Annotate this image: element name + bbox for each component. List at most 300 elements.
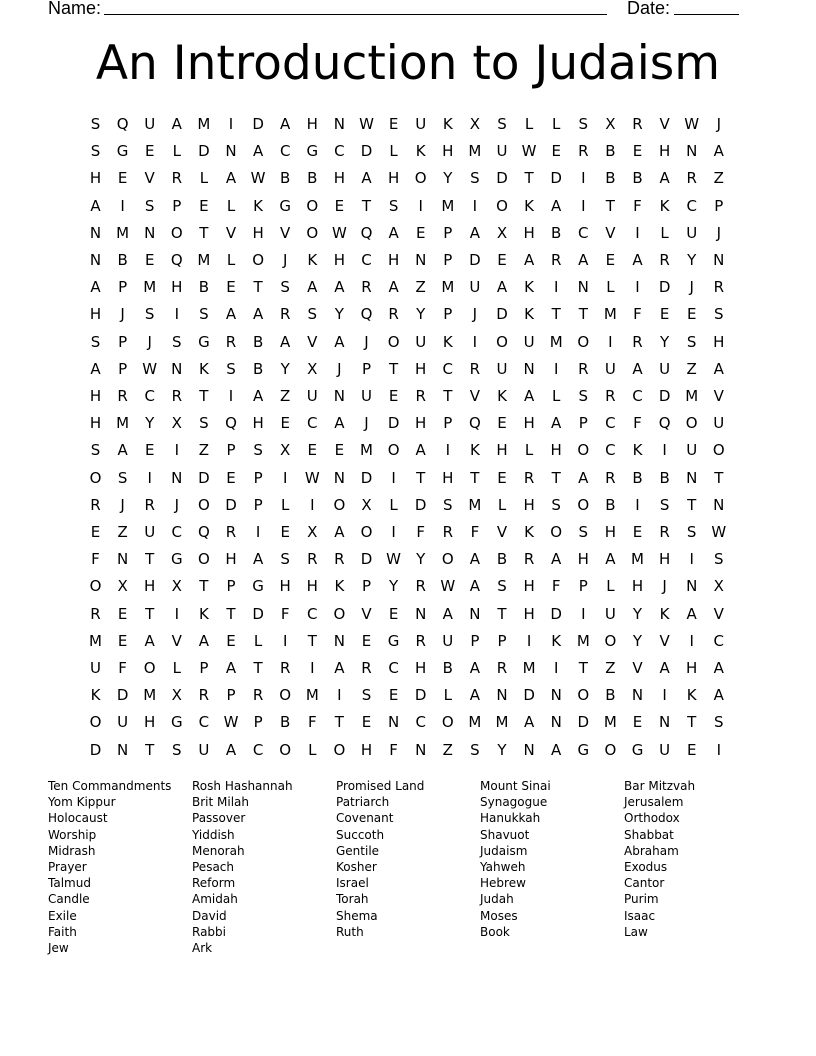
grid-cell[interactable]: K bbox=[415, 142, 426, 161]
grid-cell[interactable]: A bbox=[469, 223, 481, 242]
grid-cell[interactable]: D bbox=[360, 142, 373, 161]
grid-cell[interactable]: K bbox=[524, 305, 535, 324]
grid-cell[interactable]: C bbox=[198, 713, 210, 732]
grid-cell[interactable]: H bbox=[171, 278, 183, 297]
grid-cell[interactable]: V bbox=[225, 223, 237, 242]
grid-cell[interactable]: B bbox=[442, 659, 453, 677]
grid-cell[interactable]: A bbox=[469, 659, 481, 677]
grid-cell[interactable]: C bbox=[713, 631, 725, 650]
grid-cell[interactable]: J bbox=[120, 495, 125, 514]
grid-cell[interactable]: I bbox=[662, 686, 667, 705]
grid-cell[interactable]: D bbox=[658, 278, 671, 297]
grid-cell[interactable]: O bbox=[170, 223, 183, 242]
grid-cell[interactable]: K bbox=[334, 577, 345, 596]
grid-cell[interactable]: H bbox=[225, 550, 237, 569]
grid-cell[interactable]: X bbox=[361, 495, 372, 514]
grid-cell[interactable]: A bbox=[252, 305, 264, 324]
grid-cell[interactable]: D bbox=[387, 414, 400, 433]
grid-cell[interactable]: K bbox=[469, 441, 480, 460]
grid-cell[interactable]: L bbox=[606, 278, 615, 297]
grid-cell[interactable]: P bbox=[714, 196, 724, 215]
grid-cell[interactable]: R bbox=[252, 686, 264, 705]
grid-cell[interactable]: H bbox=[523, 604, 535, 623]
grid-cell[interactable]: F bbox=[280, 604, 290, 623]
grid-cell[interactable]: C bbox=[388, 659, 399, 677]
grid-cell[interactable]: N bbox=[686, 577, 698, 596]
grid-cell[interactable]: A bbox=[415, 441, 426, 460]
grid-cell[interactable]: A bbox=[361, 169, 372, 188]
grid-cell[interactable]: K bbox=[442, 115, 453, 133]
grid-cell[interactable]: V bbox=[171, 631, 182, 650]
grid-cell[interactable]: C bbox=[279, 142, 291, 161]
grid-cell[interactable]: H bbox=[523, 414, 535, 433]
grid-cell[interactable]: J bbox=[174, 495, 180, 514]
grid-cell[interactable]: C bbox=[144, 387, 155, 405]
grid-cell[interactable]: F bbox=[633, 414, 642, 433]
grid-cell[interactable]: A bbox=[523, 713, 535, 732]
grid-cell[interactable]: P bbox=[118, 359, 128, 378]
grid-cell[interactable]: E bbox=[388, 115, 399, 133]
grid-cell[interactable]: E bbox=[199, 196, 209, 215]
grid-cell[interactable]: G bbox=[198, 332, 210, 351]
grid-cell[interactable]: E bbox=[388, 387, 399, 405]
grid-cell[interactable]: D bbox=[198, 142, 210, 161]
grid-cell[interactable]: T bbox=[605, 196, 615, 215]
grid-cell[interactable]: M bbox=[197, 115, 211, 133]
grid-cell[interactable]: S bbox=[90, 441, 101, 460]
grid-cell[interactable]: V bbox=[144, 169, 155, 188]
grid-cell[interactable]: A bbox=[605, 550, 616, 569]
grid-cell[interactable]: Y bbox=[632, 631, 643, 650]
grid-cell[interactable]: A bbox=[252, 387, 264, 405]
grid-cell[interactable]: P bbox=[226, 441, 236, 460]
grid-cell[interactable]: B bbox=[659, 468, 670, 487]
grid-cell[interactable]: H bbox=[415, 414, 427, 433]
grid-cell[interactable]: N bbox=[469, 604, 481, 623]
grid-cell[interactable]: U bbox=[659, 359, 671, 378]
grid-cell[interactable]: A bbox=[578, 251, 589, 269]
grid-cell[interactable]: A bbox=[388, 223, 399, 242]
grid-cell[interactable]: U bbox=[361, 387, 372, 405]
grid-cell[interactable]: T bbox=[416, 468, 426, 487]
grid-cell[interactable]: P bbox=[199, 659, 209, 677]
grid-cell[interactable]: J bbox=[662, 577, 667, 596]
grid-cell[interactable]: A bbox=[469, 550, 481, 569]
grid-cell[interactable]: X bbox=[171, 686, 182, 705]
grid-cell[interactable]: A bbox=[523, 387, 535, 405]
date-field[interactable] bbox=[674, 14, 739, 15]
grid-cell[interactable]: B bbox=[605, 169, 616, 188]
grid-cell[interactable]: J bbox=[716, 115, 722, 133]
grid-cell[interactable]: O bbox=[197, 550, 210, 569]
grid-cell[interactable]: I bbox=[337, 686, 342, 705]
grid-cell[interactable]: E bbox=[334, 441, 345, 460]
grid-cell[interactable]: D bbox=[89, 740, 102, 759]
grid-cell[interactable]: A bbox=[523, 251, 535, 269]
grid-cell[interactable]: E bbox=[226, 278, 236, 297]
grid-cell[interactable]: B bbox=[307, 169, 318, 188]
grid-cell[interactable]: O bbox=[143, 659, 156, 677]
grid-cell[interactable]: E bbox=[632, 142, 643, 161]
grid-cell[interactable]: L bbox=[199, 169, 209, 188]
grid-cell[interactable]: F bbox=[633, 305, 642, 324]
grid-cell[interactable]: T bbox=[145, 604, 155, 623]
grid-cell[interactable]: R bbox=[225, 523, 237, 541]
grid-cell[interactable]: M bbox=[143, 686, 157, 705]
grid-cell[interactable]: E bbox=[497, 468, 507, 487]
grid-cell[interactable]: M bbox=[305, 686, 319, 705]
grid-cell[interactable]: G bbox=[252, 577, 264, 596]
grid-cell[interactable]: T bbox=[578, 659, 588, 677]
grid-cell[interactable]: P bbox=[118, 278, 128, 297]
grid-cell[interactable]: R bbox=[496, 659, 508, 677]
grid-cell[interactable]: N bbox=[631, 686, 644, 705]
grid-cell[interactable]: A bbox=[90, 278, 101, 297]
grid-cell[interactable]: V bbox=[605, 223, 616, 242]
grid-cell[interactable]: S bbox=[172, 740, 182, 759]
grid-cell[interactable]: K bbox=[659, 604, 670, 623]
grid-cell[interactable]: O bbox=[333, 495, 346, 514]
grid-cell[interactable]: C bbox=[578, 223, 589, 242]
grid-cell[interactable]: A bbox=[659, 659, 670, 677]
grid-cell[interactable]: M bbox=[603, 713, 617, 732]
grid-cell[interactable]: U bbox=[686, 441, 698, 460]
grid-cell[interactable]: M bbox=[468, 142, 482, 161]
grid-cell[interactable]: E bbox=[226, 468, 236, 487]
grid-cell[interactable]: I bbox=[689, 550, 694, 569]
grid-cell[interactable]: R bbox=[388, 305, 399, 324]
grid-cell[interactable]: O bbox=[89, 713, 102, 732]
grid-cell[interactable]: N bbox=[713, 495, 725, 514]
grid-cell[interactable]: E bbox=[361, 713, 372, 732]
grid-cell[interactable]: I bbox=[635, 495, 640, 514]
grid-cell[interactable]: U bbox=[144, 523, 156, 541]
grid-cell[interactable]: A bbox=[551, 414, 562, 433]
grid-cell[interactable]: Z bbox=[198, 441, 210, 460]
grid-cell[interactable]: A bbox=[713, 686, 724, 705]
grid-cell[interactable]: B bbox=[632, 468, 643, 487]
grid-cell[interactable]: L bbox=[172, 142, 181, 161]
grid-cell[interactable]: O bbox=[712, 441, 725, 460]
grid-cell[interactable]: G bbox=[279, 196, 291, 215]
grid-cell[interactable]: H bbox=[252, 223, 264, 242]
grid-cell[interactable]: N bbox=[333, 468, 345, 487]
grid-cell[interactable]: I bbox=[310, 495, 315, 514]
grid-cell[interactable]: W bbox=[223, 713, 239, 732]
grid-cell[interactable]: Q bbox=[225, 414, 237, 433]
grid-cell[interactable]: H bbox=[333, 251, 346, 269]
grid-cell[interactable]: Y bbox=[389, 577, 399, 596]
grid-cell[interactable]: I bbox=[228, 115, 234, 133]
grid-cell[interactable]: C bbox=[307, 414, 318, 433]
grid-cell[interactable]: L bbox=[389, 142, 398, 161]
grid-cell[interactable]: U bbox=[415, 332, 427, 351]
grid-cell[interactable]: A bbox=[280, 332, 291, 351]
grid-cell[interactable]: I bbox=[635, 223, 640, 242]
grid-cell[interactable]: H bbox=[415, 359, 427, 378]
grid-cell[interactable]: S bbox=[470, 740, 480, 759]
grid-cell[interactable]: D bbox=[577, 713, 590, 732]
grid-cell[interactable]: Q bbox=[658, 414, 671, 433]
grid-cell[interactable]: X bbox=[605, 115, 616, 133]
grid-cell[interactable]: C bbox=[252, 740, 264, 759]
grid-cell[interactable]: M bbox=[468, 495, 482, 514]
grid-cell[interactable]: T bbox=[253, 278, 263, 297]
grid-cell[interactable]: N bbox=[496, 686, 508, 705]
grid-cell[interactable]: R bbox=[279, 305, 291, 324]
grid-cell[interactable]: R bbox=[90, 495, 101, 514]
grid-cell[interactable]: L bbox=[524, 115, 534, 133]
grid-cell[interactable]: E bbox=[497, 251, 507, 269]
grid-cell[interactable]: J bbox=[716, 223, 722, 242]
grid-cell[interactable]: B bbox=[496, 550, 508, 569]
grid-cell[interactable]: M bbox=[603, 305, 617, 324]
grid-cell[interactable]: Q bbox=[360, 223, 373, 242]
grid-cell[interactable]: A bbox=[334, 332, 345, 351]
grid-cell[interactable]: R bbox=[578, 359, 589, 378]
grid-cell[interactable]: M bbox=[522, 659, 536, 677]
grid-cell[interactable]: N bbox=[550, 686, 562, 705]
grid-cell[interactable]: N bbox=[333, 631, 345, 650]
grid-cell[interactable]: X bbox=[307, 523, 318, 541]
grid-cell[interactable]: W bbox=[304, 468, 320, 487]
grid-cell[interactable]: U bbox=[469, 278, 481, 297]
grid-cell[interactable]: Z bbox=[117, 523, 128, 541]
grid-cell[interactable]: W bbox=[359, 115, 374, 133]
grid-cell[interactable]: E bbox=[659, 305, 670, 324]
grid-cell[interactable]: D bbox=[496, 305, 508, 324]
grid-cell[interactable]: O bbox=[685, 414, 698, 433]
grid-cell[interactable]: R bbox=[279, 659, 291, 677]
grid-cell[interactable]: H bbox=[144, 577, 156, 596]
grid-cell[interactable]: J bbox=[364, 414, 369, 433]
grid-cell[interactable]: W bbox=[142, 359, 158, 378]
grid-cell[interactable]: S bbox=[470, 169, 480, 188]
grid-cell[interactable]: I bbox=[635, 278, 640, 297]
grid-cell[interactable]: H bbox=[279, 577, 291, 596]
grid-cell[interactable]: N bbox=[713, 251, 725, 269]
grid-cell[interactable]: Y bbox=[280, 359, 290, 378]
grid-cell[interactable]: B bbox=[605, 686, 616, 705]
grid-cell[interactable]: A bbox=[334, 414, 345, 433]
grid-cell[interactable]: R bbox=[659, 523, 670, 541]
grid-cell[interactable]: B bbox=[280, 169, 291, 188]
grid-cell[interactable]: R bbox=[632, 115, 643, 133]
grid-cell[interactable]: P bbox=[118, 332, 128, 351]
grid-cell[interactable]: I bbox=[553, 659, 559, 677]
grid-cell[interactable]: A bbox=[307, 278, 318, 297]
grid-cell[interactable]: L bbox=[226, 196, 236, 215]
grid-cell[interactable]: V bbox=[280, 223, 291, 242]
grid-cell[interactable]: E bbox=[226, 631, 236, 650]
grid-cell[interactable]: F bbox=[91, 550, 100, 569]
name-field[interactable] bbox=[104, 14, 607, 15]
grid-cell[interactable]: J bbox=[147, 332, 152, 351]
grid-cell[interactable]: U bbox=[415, 115, 427, 133]
grid-cell[interactable]: K bbox=[307, 251, 318, 269]
grid-cell[interactable]: B bbox=[605, 495, 616, 514]
grid-cell[interactable]: S bbox=[280, 278, 290, 297]
grid-cell[interactable]: Z bbox=[713, 169, 724, 188]
grid-cell[interactable]: O bbox=[577, 332, 590, 351]
grid-cell[interactable]: I bbox=[553, 359, 559, 378]
grid-cell[interactable]: H bbox=[496, 441, 508, 460]
grid-cell[interactable]: S bbox=[578, 387, 589, 405]
grid-cell[interactable]: Z bbox=[442, 740, 453, 759]
grid-cell[interactable]: A bbox=[225, 740, 237, 759]
grid-cell[interactable]: Y bbox=[687, 251, 697, 269]
grid-cell[interactable]: Q bbox=[197, 523, 210, 541]
grid-cell[interactable]: H bbox=[686, 659, 698, 677]
grid-cell[interactable]: S bbox=[686, 332, 697, 351]
grid-cell[interactable]: W bbox=[521, 142, 537, 161]
grid-cell[interactable]: N bbox=[89, 251, 102, 269]
grid-cell[interactable]: H bbox=[89, 414, 102, 433]
grid-cell[interactable]: I bbox=[255, 523, 261, 541]
grid-cell[interactable]: P bbox=[578, 414, 588, 433]
grid-cell[interactable]: I bbox=[581, 169, 586, 188]
grid-cell[interactable]: Y bbox=[443, 169, 453, 188]
grid-cell[interactable]: D bbox=[414, 495, 427, 514]
grid-cell[interactable]: U bbox=[659, 740, 671, 759]
grid-cell[interactable]: E bbox=[144, 441, 155, 460]
grid-cell[interactable]: B bbox=[117, 251, 128, 269]
grid-cell[interactable]: Z bbox=[280, 387, 291, 405]
grid-cell[interactable]: G bbox=[170, 550, 183, 569]
grid-cell[interactable]: J bbox=[364, 332, 369, 351]
grid-cell[interactable]: T bbox=[551, 468, 561, 487]
grid-cell[interactable]: R bbox=[225, 332, 237, 351]
grid-cell[interactable]: P bbox=[361, 577, 372, 596]
grid-cell[interactable]: T bbox=[361, 196, 372, 215]
grid-cell[interactable]: I bbox=[120, 196, 125, 215]
grid-cell[interactable]: S bbox=[90, 332, 101, 351]
grid-cell[interactable]: E bbox=[307, 441, 318, 460]
grid-cell[interactable]: A bbox=[578, 468, 589, 487]
grid-cell[interactable]: A bbox=[469, 577, 481, 596]
grid-cell[interactable]: M bbox=[468, 713, 482, 732]
grid-cell[interactable]: S bbox=[199, 305, 209, 324]
grid-cell[interactable]: S bbox=[388, 196, 399, 215]
grid-cell[interactable]: I bbox=[147, 468, 152, 487]
grid-cell[interactable]: D bbox=[360, 468, 373, 487]
grid-cell[interactable]: W bbox=[331, 223, 347, 242]
grid-cell[interactable]: J bbox=[282, 251, 288, 269]
grid-cell[interactable]: N bbox=[171, 359, 183, 378]
grid-cell[interactable]: N bbox=[686, 142, 698, 161]
grid-cell[interactable]: H bbox=[306, 115, 318, 133]
grid-cell[interactable]: O bbox=[387, 441, 400, 460]
grid-cell[interactable]: J bbox=[337, 359, 342, 378]
grid-cell[interactable]: L bbox=[606, 577, 615, 596]
grid-cell[interactable]: H bbox=[631, 577, 644, 596]
grid-cell[interactable]: E bbox=[388, 686, 399, 705]
grid-cell[interactable]: L bbox=[226, 251, 236, 269]
grid-cell[interactable]: T bbox=[253, 659, 263, 677]
grid-cell[interactable]: S bbox=[144, 305, 155, 324]
grid-cell[interactable]: O bbox=[577, 495, 590, 514]
grid-cell[interactable]: H bbox=[577, 550, 589, 569]
grid-cell[interactable]: A bbox=[171, 115, 182, 133]
grid-cell[interactable]: R bbox=[523, 468, 535, 487]
grid-cell[interactable]: R bbox=[90, 604, 101, 623]
grid-cell[interactable]: N bbox=[577, 278, 589, 297]
grid-cell[interactable]: X bbox=[713, 577, 724, 596]
grid-cell[interactable]: Z bbox=[415, 278, 426, 297]
grid-cell[interactable]: N bbox=[550, 713, 562, 732]
grid-cell[interactable]: R bbox=[198, 686, 210, 705]
grid-cell[interactable]: S bbox=[117, 468, 128, 487]
grid-cell[interactable]: X bbox=[496, 223, 508, 242]
grid-cell[interactable]: G bbox=[116, 142, 129, 161]
grid-cell[interactable]: E bbox=[415, 223, 426, 242]
grid-cell[interactable]: G bbox=[631, 740, 644, 759]
grid-cell[interactable]: P bbox=[361, 359, 372, 378]
grid-cell[interactable]: T bbox=[443, 387, 453, 405]
grid-cell[interactable]: M bbox=[116, 223, 130, 242]
grid-cell[interactable]: V bbox=[659, 631, 670, 650]
grid-cell[interactable]: B bbox=[605, 142, 616, 161]
grid-cell[interactable]: U bbox=[90, 659, 101, 677]
grid-cell[interactable]: I bbox=[310, 659, 315, 677]
grid-cell[interactable]: A bbox=[225, 169, 237, 188]
grid-cell[interactable]: P bbox=[253, 495, 263, 514]
grid-cell[interactable]: R bbox=[713, 278, 725, 297]
grid-cell[interactable]: L bbox=[172, 659, 181, 677]
grid-cell[interactable]: M bbox=[116, 414, 130, 433]
grid-cell[interactable]: P bbox=[253, 713, 263, 732]
grid-cell[interactable]: H bbox=[658, 142, 671, 161]
grid-cell[interactable]: F bbox=[633, 196, 642, 215]
grid-cell[interactable]: V bbox=[713, 387, 724, 405]
grid-cell[interactable]: O bbox=[414, 169, 427, 188]
grid-cell[interactable]: H bbox=[89, 305, 102, 324]
grid-cell[interactable]: R bbox=[578, 142, 589, 161]
grid-cell[interactable]: O bbox=[577, 441, 590, 460]
grid-cell[interactable]: O bbox=[604, 740, 617, 759]
grid-cell[interactable]: C bbox=[686, 196, 697, 215]
grid-cell[interactable]: A bbox=[442, 604, 453, 623]
grid-cell[interactable]: D bbox=[225, 495, 237, 514]
grid-cell[interactable]: C bbox=[442, 359, 454, 378]
grid-cell[interactable]: H bbox=[387, 251, 400, 269]
grid-cell[interactable]: U bbox=[523, 332, 535, 351]
grid-cell[interactable]: I bbox=[174, 604, 180, 623]
grid-cell[interactable]: S bbox=[90, 142, 101, 161]
grid-cell[interactable]: U bbox=[144, 115, 156, 133]
grid-cell[interactable]: H bbox=[523, 223, 535, 242]
grid-cell[interactable]: A bbox=[469, 686, 481, 705]
grid-cell[interactable]: R bbox=[415, 631, 426, 650]
grid-cell[interactable]: Y bbox=[334, 305, 344, 324]
grid-cell[interactable]: R bbox=[361, 278, 372, 297]
grid-cell[interactable]: R bbox=[659, 251, 670, 269]
grid-cell[interactable]: A bbox=[713, 359, 724, 378]
grid-cell[interactable]: K bbox=[442, 332, 453, 351]
grid-cell[interactable]: T bbox=[524, 169, 534, 188]
grid-cell[interactable]: K bbox=[524, 523, 535, 541]
grid-cell[interactable]: N bbox=[144, 223, 156, 242]
grid-cell[interactable]: I bbox=[608, 332, 613, 351]
grid-cell[interactable]: R bbox=[415, 577, 426, 596]
grid-cell[interactable]: I bbox=[689, 631, 694, 650]
grid-cell[interactable]: U bbox=[604, 359, 616, 378]
grid-cell[interactable]: O bbox=[333, 604, 346, 623]
grid-cell[interactable]: T bbox=[470, 468, 480, 487]
grid-cell[interactable]: H bbox=[442, 142, 454, 161]
grid-cell[interactable]: O bbox=[333, 740, 346, 759]
grid-cell[interactable]: M bbox=[89, 631, 102, 650]
